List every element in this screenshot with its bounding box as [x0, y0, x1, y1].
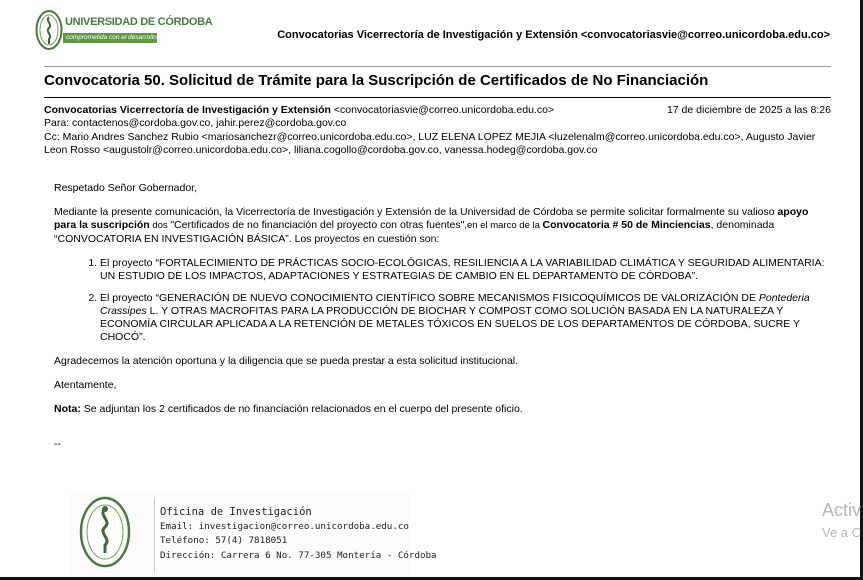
project-list: [54, 257, 829, 344]
intro-paragraph: [54, 206, 829, 246]
watermark-line-1: Activ: [822, 500, 862, 520]
note-text: Se adjuntan los 2 certificados de no financiación relacionados en el cuerpo del presente oficio.: [80, 402, 523, 415]
project-2-species: Pontederia Crassipes: [100, 292, 810, 318]
activation-watermark: [822, 500, 861, 540]
intro-bold: apoyo para la suscripción: [54, 205, 809, 231]
intro-certificates: "Certificados de no financiación del proyecto con otras fuentes": [170, 218, 465, 231]
signature-text: [160, 505, 437, 563]
sig-address: Dirección: Carrera 6 No. 77-305 Montería - Córdoba: [160, 549, 437, 561]
note-paragraph: [54, 403, 829, 416]
from-email[interactable]: <convocatoriasvie@correo.unicordoba.edu.co>: [333, 104, 555, 116]
intro-text: Mediante la presente comunicación, la Vicerrectoría de Investigación y Extensión de la Universidad de Córdoba se permite solicitar formalmente su valioso: [54, 205, 778, 218]
list-item: [100, 257, 829, 283]
email-subject: Convocatoria 50. Solicitud de Trámite para la Suscripción de Certificados de No Financiación: [44, 72, 709, 89]
top-sender: Convocatorias Vicerrectoría de Investigación y Extensión <convocatoriasvie@correo.unicordoba.edu.co>: [277, 29, 830, 41]
sig-office: Oficina de Investigación: [160, 506, 312, 518]
greeting: Respetado Señor Gobernador,: [54, 182, 198, 194]
sent-date: 17 de diciembre de 2025 a las 8:26: [666, 104, 831, 116]
logo-tagline: comprometida con el desarrollo regional: [63, 33, 157, 43]
divider: [154, 497, 155, 573]
intro-convocatoria: Convocatoria # 50 de Minciencias: [542, 218, 711, 231]
project-1: El proyecto “FORTALECIMIENTO DE PRÁCTICAS SOCIO-ECOLÓGICAS, RESILIENCIA A LA VARIABILIDAD CLIMÁTICA Y SEGURIDAD ALIMENTARIA: UN ESTUDIO DE LOS IMPACTOS, ADAPTACIONES Y ESTRATEGIAS DE CAMBIO EN EL DEPARTAMENTO DE CÓRDOBA”.: [100, 256, 825, 282]
sig-phone: Teléfono: 57(4) 7818051: [160, 535, 288, 546]
email-body: [54, 182, 829, 416]
note-label: Nota:: [54, 402, 81, 415]
list-item: [100, 292, 829, 344]
divider: [44, 66, 831, 67]
sig-email[interactable]: Email: investigacion@correo.unicordoba.edu.co: [160, 520, 409, 532]
from-name[interactable]: Convocatorias Vicerrectoría de Investigación y Extensión: [44, 104, 331, 116]
university-logo: [35, 8, 213, 52]
project-2-text: L. Y OTRAS MACROFITAS PARA LA PRODUCCIÓN DE BIOCHAR Y COMPOST COMO SOLUCIÓN BASADA EN LA NATURALEZA Y ECONOMÍA CIRCULAR APLICADA A LA RETENCIÓN DE METALES TÓXICOS EN SUELOS DE LOS DEPARTAMENTOS DE CÓRDOBA, SUCRE Y CHOCÓ”.: [100, 305, 800, 344]
intro-text: ,en el marco de la: [464, 219, 543, 231]
signature-card: [70, 493, 437, 577]
email-header: [44, 104, 831, 158]
logo-title: UNIVERSIDAD DE CÓRDOBA: [65, 16, 213, 28]
thanks-paragraph: Agradecemos la atención oportuna y la diligencia que se pueda prestar a esta solicitud institucional.: [54, 355, 519, 368]
signature-separator: --: [54, 438, 61, 450]
to-line[interactable]: Para: contactenos@cordoba.gov.co, jahir.perez@cordoba.gov.co: [44, 117, 347, 130]
cc-line[interactable]: Cc: Mario Andres Sanchez Rubio <mariosanchezr@correo.unicordoba.edu.co>, LUZ ELENA LOPEZ MEJIA <luzelenalm@correo.unicordoba.edu.co>, Augusto Javier Leon Rosso <augustolr@correo.unicordoba.edu.co>, liliana.cogollo@cordoba.gov.co, vanessa.hodeg@cordoba.gov.co: [44, 130, 816, 157]
intro-text: dos: [149, 219, 171, 231]
university-seal-icon: [78, 495, 132, 573]
watermark-line-2: Ve a C: [822, 525, 862, 540]
from-line: [44, 104, 831, 117]
intro-text: , denominada “CONVOCATORIA EN INVESTIGACIÓN BÁSICA”. Los proyectos en cuestión son:: [54, 218, 775, 245]
university-seal-icon: [35, 8, 65, 52]
project-2-text: El proyecto “GENERACIÓN DE NUEVO CONOCIMIENTO CIENTÍFICO SOBRE MECANISMOS FISICOQUÍMICOS DE VALORIZACIÓN DE: [100, 292, 759, 305]
divider: [44, 97, 831, 98]
closing: Atentamente,: [54, 378, 117, 391]
